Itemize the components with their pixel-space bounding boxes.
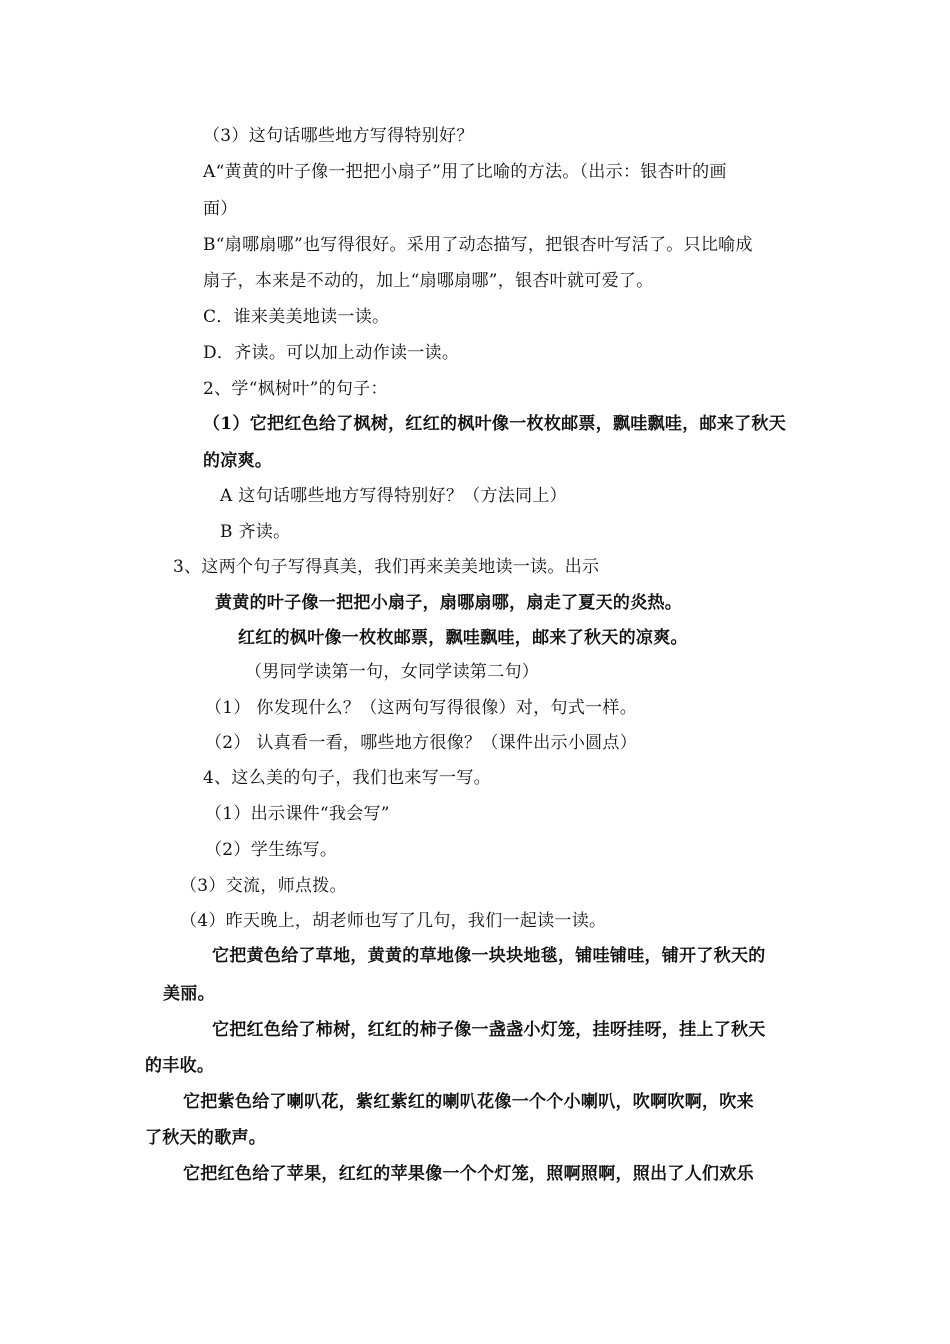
maple-sentence: （1）它把红色给了枫树，红红的枫叶像一枚枚邮票，飘哇飘哇，邮来了秋天 [203,414,787,434]
discovery-2: （2） 认真看一看，哪些地方很像？（课件出示小圆点） [205,733,638,753]
persimmon-sentence-cont: 的丰收。 [145,1056,215,1076]
write-step-3: （3）交流，师点拨。 [180,876,347,896]
grass-sentence-cont: 美丽。 [163,984,215,1004]
answer-b-cont: 扇子，本来是不动的，加上“扇哪扇哪”，银杏叶就可爱了。 [203,271,654,291]
morning-glory-sentence-cont: 了秋天的歌声。 [145,1128,267,1148]
morning-glory-sentence: 它把紫色给了喇叭花，紫红紫红的喇叭花像一个个小喇叭，吹啊吹啊，吹来 [183,1092,754,1112]
maple-line: 红红的枫叶像一枚枚邮票，飘哇飘哇，邮来了秋天的凉爽。 [238,628,688,648]
maple-a: A 这句话哪些地方写得特别好？（方法同上） [220,486,567,506]
answer-a-cont: 面） [203,199,238,219]
persimmon-sentence: 它把红色给了柿树，红红的柿子像一盏盏小灯笼，挂呀挂呀，挂上了秋天 [212,1020,766,1040]
write-step-1: （1）出示课件“我会写” [205,804,390,824]
ginkgo-line: 黄黄的叶子像一把把小扇子，扇哪扇哪，扇走了夏天的炎热。 [215,593,683,613]
question-3: （3）这句话哪些地方写得特别好？ [203,126,474,146]
grass-sentence: 它把黄色给了草地，黄黄的草地像一块块地毯，铺哇铺哇，铺开了秋天的 [212,946,766,966]
apple-sentence: 它把红色给了苹果，红红的苹果像一个个灯笼，照啊照啊，照出了人们欢乐 [183,1164,754,1184]
step-c: C．谁来美美地读一读。 [203,307,390,327]
section-2-heading: 2、学“枫树叶”的句子： [203,379,388,399]
section-3-heading: 3、这两个句子写得真美，我们再来美美地读一读。出示 [173,557,600,577]
answer-a: A“黄黄的叶子像一把把小扇子”用了比喻的方法。（出示：银杏叶的画 [203,162,727,182]
discovery-1: （1） 你发现什么？（这两句写得很像）对，句式一样。 [205,698,638,718]
maple-b: B 齐读。 [220,522,291,542]
write-step-4: （4）昨天晚上，胡老师也写了几句，我们一起读一读。 [180,911,607,931]
step-d: D．齐读。可以加上动作读一读。 [203,343,460,363]
answer-b: B“扇哪扇哪”也写得很好。采用了动态描写，把银杏叶写活了。只比喻成 [203,235,753,255]
section-4-heading: 4、这么美的句子，我们也来写一写。 [203,768,491,788]
write-step-2: （2）学生练写。 [205,840,338,860]
maple-sentence-cont: 的凉爽。 [203,451,273,471]
reading-instruction: （男同学读第一句，女同学读第二句） [245,662,540,682]
